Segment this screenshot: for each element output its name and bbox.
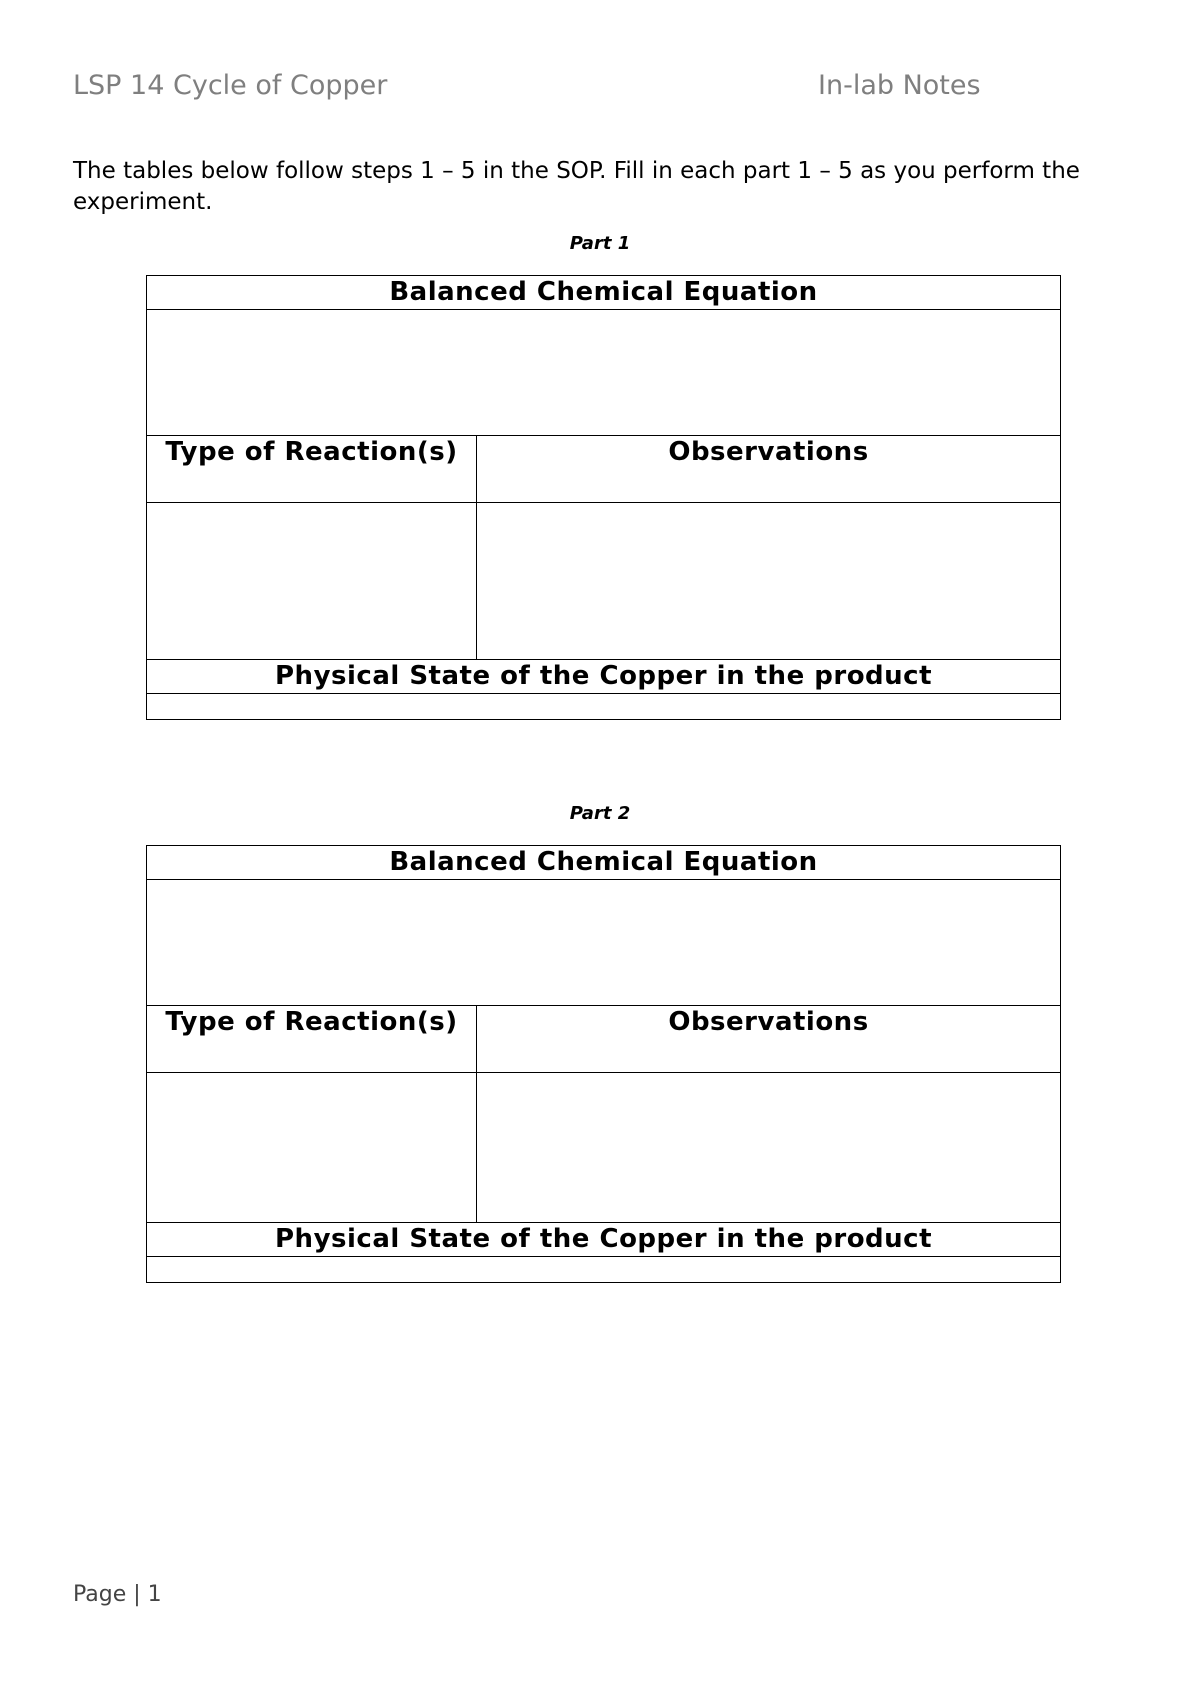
physical-state-entry-cell[interactable] [147,1257,1061,1283]
observations-entry-cell[interactable] [477,1073,1061,1223]
observations-entry-cell[interactable] [477,503,1061,660]
observations-header: Observations [477,1006,1061,1073]
type-of-reaction-entry-cell[interactable] [147,1073,477,1223]
page-number: Page | 1 [73,1582,162,1607]
instructions-text: The tables below follow steps 1 – 5 in the SOP. Fill in each part 1 – 5 as you perform the experiment. [73,158,1080,215]
equation-entry-cell[interactable] [147,310,1061,436]
document-subtitle: In-lab Notes [818,70,981,101]
type-of-reaction-entry-cell[interactable] [147,503,477,660]
physical-state-header: Physical State of the Copper in the product [147,660,1061,694]
equation-header: Balanced Chemical Equation [147,846,1061,880]
physical-state-header: Physical State of the Copper in the product [147,1223,1061,1257]
document-title: LSP 14 Cycle of Copper [73,70,388,101]
physical-state-entry-cell[interactable] [147,694,1061,720]
part-2-label: Part 2 [569,803,631,824]
equation-entry-cell[interactable] [147,880,1061,1006]
observations-header: Observations [477,436,1061,503]
equation-header: Balanced Chemical Equation [147,276,1061,310]
type-of-reaction-header: Type of Reaction(s) [147,436,477,503]
type-of-reaction-header: Type of Reaction(s) [147,1006,477,1073]
part-1-table [146,275,1061,720]
part-1-label: Part 1 [569,233,631,254]
part-2-table [146,845,1061,1283]
